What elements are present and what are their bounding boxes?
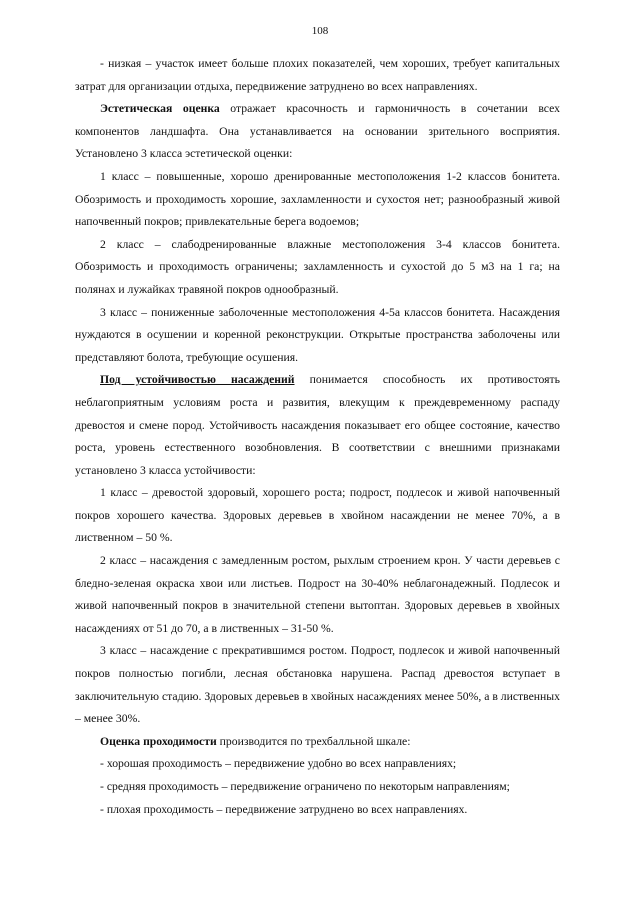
term-aesthetic-assessment: Эстетическая оценка xyxy=(100,102,220,116)
paragraph-low-rating xyxy=(75,53,560,98)
paragraph-text: 1 класс – повышенные, хорошо дренированные местоположения 1-2 классов бонитета. Обозримость и проходимость хорошие, захламленности и сухостоя нет; разнообразный живой напочвенный покров; привлекательные берега водоемов; xyxy=(75,169,560,229)
paragraph-text: производится по трехбалльной шкале: xyxy=(216,734,411,748)
list-item-text: - хорошая проходимость – передвижение удобно во всех направлениях; xyxy=(100,757,457,771)
paragraph-text: 2 класс – насаждения с замедленным ростом, рыхлым строением крон. У части деревьев с бледно-зеленая окраска хвои или листьев. Подрост на 30-40% неблагонадежный. Подлесок и живой напочвенный покров в значительной степени вытоптан. Здоровых деревьев в хвойных насаждениях от 51 до 70, а в лиственных – 31-50 %. xyxy=(75,554,560,635)
page-number: 108 xyxy=(311,25,329,37)
paragraph-text: - низкая – участок имеет больше плохих показателей, чем хороших, требует капитальных затрат для организации отдыха, передвижение затруднено во всех направлениях. xyxy=(75,57,560,93)
list-item-poor-passability xyxy=(75,799,560,822)
page-body xyxy=(75,53,560,821)
paragraph-aesthetic-assessment xyxy=(75,98,560,166)
paragraph-aesthetic-class-1 xyxy=(75,166,560,234)
paragraph-text: понимается способность их противостоять неблагоприятным условиям роста и развития, влекущим к преждевременному распаду древостоя и смене пород. Устойчивость насаждения показывает его общее состояние, качество роста, уровень естественного возобновления. В соответствии с внешними признаками установлено 3 класса устойчивости: xyxy=(75,373,560,477)
paragraph-aesthetic-class-2 xyxy=(75,234,560,302)
list-item-medium-passability xyxy=(75,776,560,799)
paragraph-aesthetic-class-3 xyxy=(75,302,560,370)
list-item-text: - плохая проходимость – передвижение затруднено во всех направлениях. xyxy=(100,802,468,816)
list-item-good-passability xyxy=(75,753,560,776)
paragraph-text: 1 класс – древостой здоровый, хорошего роста; подрост, подлесок и живой напочвенный покров хорошего качества. Здоровых деревьев в хвойном насаждении не менее 70%, а в лиственном – 50 %. xyxy=(75,486,560,545)
paragraph-stability-class-3 xyxy=(75,640,560,730)
paragraph-stability-class-1 xyxy=(75,482,560,550)
term-stand-stability: Под устойчивостью насаждений xyxy=(100,373,295,387)
list-item-text: - средняя проходимость – передвижение ограничено по некоторым направлениям; xyxy=(100,780,510,793)
paragraph-text: отражает красочность и гармоничность в сочетании всех компонентов ландшафта. Она устанавливается на основании зрительного восприятия. Установлено 3 класса эстетической оценки: xyxy=(75,102,560,161)
paragraph-passability-assessment xyxy=(75,731,560,754)
paragraph-text: 2 класс – слабодренированные влажные местоположения 3-4 классов бонитета. Обозримость и проходимость ограничены; захламленность и сухостой до 5 м3 на 1 га; на полянах и лужайках травяной покров однообразный. xyxy=(75,237,560,296)
paragraph-text: 3 класс – насаждение с прекратившимся ростом. Подрост, подлесок и живой напочвенный покров полностью погибли, лесная обстановка нарушена. Распад древостоя вступает в заключительную стадию. Здоровых деревьев в хвойных насаждениях менее 50%, а в лиственных – менее 30%. xyxy=(75,644,560,726)
term-passability-assessment: Оценка проходимости xyxy=(100,734,217,748)
paragraph-text: 3 класс – пониженные заболоченные местоположения 4-5а классов бонитета. Насаждения нуждаются в осушении и коренной реконструкции. Открытые пространства заболочены или представляют болота, требующие осушения. xyxy=(75,305,560,364)
paragraph-stability-class-2 xyxy=(75,550,560,640)
paragraph-stand-stability xyxy=(75,369,560,482)
